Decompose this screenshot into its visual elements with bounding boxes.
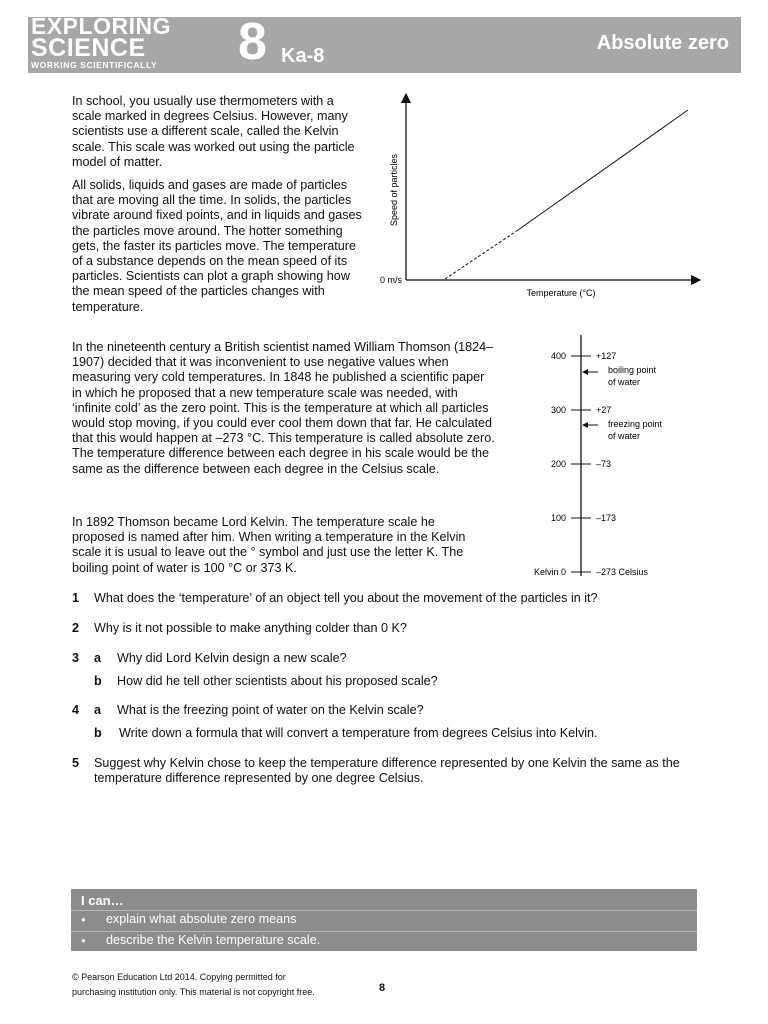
question-text: How did he tell other scientists about his proposed scale? — [117, 674, 438, 688]
kelvin-zero-label: Kelvin 0 — [533, 567, 566, 577]
i-can-box — [71, 889, 697, 951]
worksheet-code: Ka-8 — [281, 45, 325, 67]
question-text: Why did Lord Kelvin design a new scale? — [117, 651, 347, 665]
graph-extrapolated-line — [445, 230, 518, 279]
copyright-line-2: purchasing institution only. This material is not copyright free. — [72, 987, 315, 997]
bullet-icon: ● — [81, 936, 86, 945]
copyright-notice — [72, 970, 372, 1000]
celsius-zero-label: –273 Celsius — [596, 567, 649, 577]
speed-temperature-graph — [380, 90, 710, 305]
celsius-label: –73 — [596, 459, 612, 469]
question-part-label: a — [94, 651, 102, 665]
question-text: Suggest why Kelvin chose to keep the temperature difference represented by one Kelvin the same as the temperature difference represented by one degree Celsius. — [94, 756, 680, 786]
header-banner — [28, 13, 741, 73]
intro-paragraph-3: In the nineteenth century a British scientist named William Thomson (1824–1907) decided that it was inconvenient to use negative values when measuring very cold temperatures. In 1848 he published a scientific paper in which he proposed that a new temperature scale was needed, with ‘infinite cold’ as the zero point. This is the temperature at which all particles would stop moving, if you could ever cool them down that far. He calculated that this would happen at –273 °C. This temperature is called absolute zero. The temperature difference between each degree in his scale would be the same as the difference between each degree in the Celsius scale. — [72, 340, 495, 476]
i-can-item-text: describe the Kelvin temperature scale. — [106, 933, 321, 947]
intro-paragraph-2: All solids, liquids and gases are made of particles that are moving all the time. In solids, the particles vibrate around fixed points, and in liquids and gases the particles move around. The hotter something gets, the faster its particles move. The temperature of a substance depends on the mean speed of its particles. Scientists can plot a graph showing how the mean speed of the particles changes with temperature. — [72, 178, 362, 314]
intro-paragraph-1: In school, you usually use thermometers with a scale marked in degrees Celsius. However, many scientists use a different scale, called the Kelvin scale. This scale was worked out using the particle model of matter. — [72, 94, 355, 169]
graph-x-label: Temperature (°C) — [526, 288, 596, 298]
celsius-label: –173 — [596, 513, 617, 523]
logo-line-2: SCIENCE — [31, 34, 146, 62]
question-part-label: b — [94, 674, 102, 688]
question-number: 5 — [72, 756, 80, 770]
freezing-point-label: freezing point — [608, 419, 663, 429]
year-number: 8 — [238, 13, 267, 71]
graph-measured-line — [518, 110, 688, 230]
question-number: 1 — [72, 591, 80, 605]
logo-line-1: EXPLORING — [31, 13, 171, 39]
celsius-label: +27 — [596, 405, 612, 415]
page-title: Absolute zero — [596, 32, 729, 54]
graph-y-label: Speed of particles — [389, 153, 399, 227]
graph-origin-label: 0 m/s — [380, 275, 402, 285]
kelvin-label: 200 — [550, 459, 566, 469]
boiling-point-label: boiling point — [608, 365, 657, 375]
boiling-point-arrowhead — [582, 369, 588, 375]
kelvin-label: 100 — [550, 513, 566, 523]
kelvin-celsius-scale — [520, 330, 720, 582]
question-number: 4 — [72, 703, 80, 717]
question-text: What is the freezing point of water on the Kelvin scale? — [117, 703, 424, 717]
i-can-heading: I can… — [81, 893, 124, 908]
question-number: 3 — [72, 651, 80, 665]
exploring-science-logo — [31, 13, 231, 73]
freezing-point-label: of water — [608, 431, 641, 441]
question-text: Why is it not possible to make anything colder than 0 K? — [94, 621, 407, 635]
i-can-item — [71, 911, 697, 930]
freezing-point-arrowhead — [582, 422, 588, 428]
logo-line-3: WORKING SCIENTIFICALLY — [31, 60, 158, 70]
celsius-label: +127 — [596, 351, 617, 361]
i-can-item — [71, 932, 697, 951]
intro-paragraph-4: In 1892 Thomson became Lord Kelvin. The temperature scale he proposed is named after him. When writing a temperature in the Kelvin scale it is usual to leave out the ° symbol and just use the letter K. The boiling point of water is 100 °C or 373 K. — [72, 515, 466, 575]
boiling-point-label: of water — [608, 377, 641, 387]
question-text: Write down a formula that will convert a temperature from degrees Celsius into Kelvin. — [119, 726, 598, 740]
question-number: 2 — [72, 621, 80, 635]
question-part-label: b — [94, 726, 102, 740]
i-can-item-text: explain what absolute zero means — [106, 912, 297, 926]
question-part-label: a — [94, 703, 102, 717]
question-text: What does the ‘temperature’ of an object tell you about the movement of the particles in it? — [94, 591, 598, 605]
page-number: 8 — [379, 982, 386, 994]
copyright-line-1: © Pearson Education Ltd 2014. Copying permitted for — [72, 972, 286, 982]
kelvin-label: 300 — [550, 405, 566, 415]
kelvin-label: 400 — [550, 351, 566, 361]
bullet-icon: ● — [81, 915, 86, 924]
